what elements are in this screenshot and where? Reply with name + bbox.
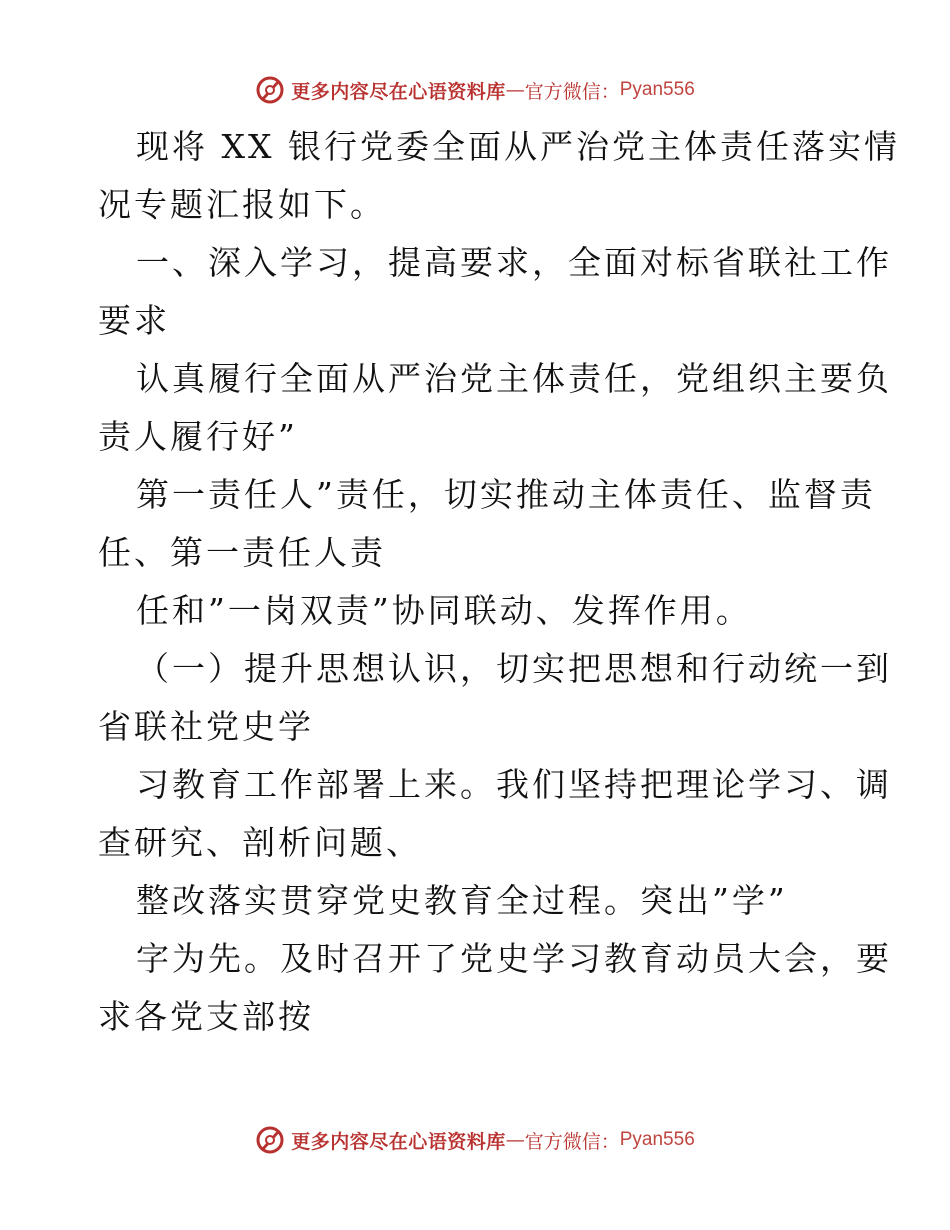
footer-watermark: [0, 1120, 950, 1160]
subsection-heading-line: （一）提升思想认识，切实把思想和行动统一到: [136, 649, 892, 688]
watermark-dash: —: [505, 79, 525, 101]
watermark-wechat-id: Pyan556: [619, 79, 695, 100]
watermark-wechat-label: 官方微信：: [524, 1130, 620, 1153]
paragraph-line: 求各党支部按: [98, 997, 314, 1036]
watermark-title: 更多内容尽在心语资料库: [291, 1130, 506, 1153]
paragraph-line: 任和”一岗双责”协同联动、发挥作用。: [136, 591, 752, 630]
header-watermark: [0, 70, 950, 110]
watermark-dash: —: [505, 1129, 525, 1151]
paragraph-line: 况专题汇报如下。: [98, 185, 386, 224]
subsection-heading-line: 省联社党史学: [98, 707, 314, 746]
quill-logo-icon: [255, 1125, 285, 1155]
watermark-title: 更多内容尽在心语资料库: [291, 80, 506, 103]
paragraph-line: 第一责任人”责任，切实推动主体责任、监督责: [136, 475, 876, 514]
paragraph-line: 字为先。及时召开了党史学习教育动员大会，要: [136, 939, 892, 978]
paragraph-line: 整改落实贯穿党史教育全过程。突出”学”: [136, 881, 788, 920]
paragraph-line: 责人履行好”: [98, 417, 298, 456]
watermark-wechat-id: Pyan556: [619, 1129, 695, 1150]
watermark-wechat-label: 官方微信：: [524, 80, 620, 103]
paragraph-line: 习教育工作部署上来。我们坚持把理论学习、调: [136, 765, 892, 804]
section-heading-line: 一、深入学习，提高要求，全面对标省联社工作: [136, 243, 892, 282]
section-heading-line: 要求: [98, 301, 170, 340]
paragraph-line: 查研究、剖析问题、: [98, 823, 422, 862]
paragraph-line: 认真履行全面从严治党主体责任，党组织主要负: [136, 359, 892, 398]
document-body: [98, 118, 900, 1046]
quill-logo-icon: [255, 75, 285, 105]
paragraph-line: 任、第一责任人责: [98, 533, 386, 572]
paragraph-line: 现将 XX 银行党委全面从严治党主体责任落实情: [136, 127, 900, 166]
